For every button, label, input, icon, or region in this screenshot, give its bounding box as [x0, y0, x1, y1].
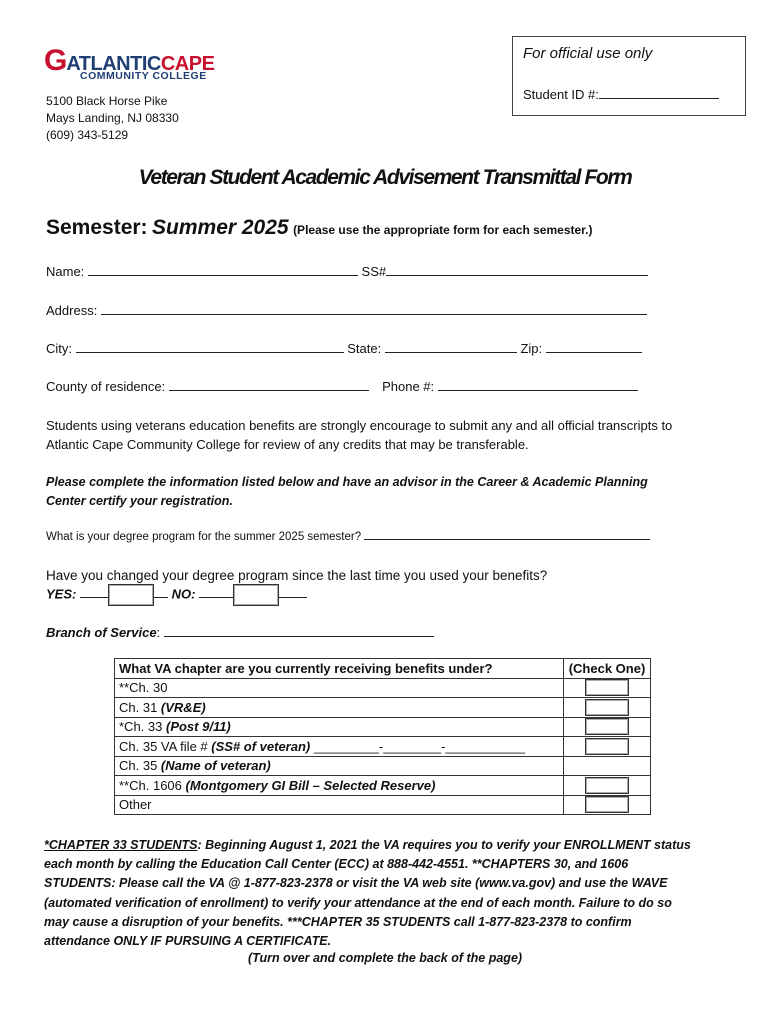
- no-line-left: [199, 597, 233, 598]
- instruction-line-1: Please complete the information listed below and have an advisor in the Career & Academic Planning: [46, 475, 648, 489]
- yes-line-right: [154, 597, 168, 598]
- yes-line-left: [80, 597, 108, 598]
- chapter-text: Ch. 31: [119, 699, 161, 715]
- chapter-note: (SS# of veteran): [211, 738, 311, 754]
- chapter-label: [115, 795, 564, 815]
- address-label: Address:: [46, 303, 98, 318]
- chapter-label: [115, 678, 564, 698]
- student-id-label: Student ID #:: [523, 87, 599, 102]
- chapter-label: [115, 737, 564, 757]
- table-row: [115, 776, 651, 796]
- check-header: (Check One): [564, 659, 651, 679]
- no-checkbox[interactable]: [233, 584, 279, 606]
- notice-line-5: may cause a disruption of your benefits. ***CHAPTER 35 STUDENTS call 1-877-823-2378 to confirm: [44, 914, 632, 929]
- chapter-label: [115, 776, 564, 796]
- ss-field[interactable]: [386, 275, 648, 276]
- county-label: County of residence:: [46, 379, 166, 394]
- student-id-field[interactable]: [599, 98, 719, 99]
- city-label: City:: [46, 341, 72, 356]
- chapter-note: (Post 9/11): [165, 719, 231, 735]
- chapter-checkbox[interactable]: [585, 699, 629, 716]
- chapter-note: (Montgomery GI Bill – Selected Reserve): [185, 777, 436, 793]
- official-use-box: [512, 36, 746, 116]
- chapter-label: [115, 698, 564, 718]
- address-row: [46, 303, 647, 318]
- address-city: Mays Landing, NJ 08330: [46, 111, 179, 125]
- check-cell: [564, 795, 651, 815]
- instruction-line-2: Center certify your registration.: [46, 494, 233, 508]
- table-row: [115, 698, 651, 718]
- chapter-text: **Ch. 30: [119, 680, 168, 696]
- zip-field[interactable]: [546, 352, 642, 353]
- table-row: [115, 717, 651, 737]
- chapter-checkbox[interactable]: [585, 777, 629, 794]
- transcripts-line-2: Atlantic Cape Community College for review of any credits that may be transferable.: [46, 437, 529, 452]
- city-field[interactable]: [76, 352, 344, 353]
- chapter-text: Other: [119, 797, 152, 813]
- transcripts-line-1: Students using veterans education benefits are strongly encourage to submit any and all official transcripts to: [46, 418, 673, 433]
- table-row: [115, 678, 651, 698]
- logo-subtitle: COMMUNITY COLLEGE: [80, 70, 207, 82]
- notice-text-1: : Beginning August 1, 2021 the VA requires you to verify your ENROLLMENT status: [197, 838, 691, 852]
- no-label: NO:: [171, 586, 196, 602]
- address-field[interactable]: [101, 314, 647, 315]
- notice-line-4: (automated verification of enrollment) to verify your attendance at the end of each month. Failure to do so: [44, 895, 672, 910]
- name-row: [46, 264, 648, 279]
- chapter-text: Ch. 35: [119, 758, 161, 774]
- notice-line-1: [44, 836, 691, 855]
- logo-name-b: CAPE: [160, 53, 215, 75]
- table-row: [115, 756, 651, 776]
- branch-label: Branch of Service: [46, 625, 157, 640]
- notice-line-2: each month by calling the Education Call Center (ECC) at 888-442-4551. **CHAPTERS 30, and 1606: [44, 857, 629, 872]
- table-header-row: [115, 659, 651, 679]
- college-logo: [44, 44, 214, 82]
- logo-letter: G: [44, 44, 67, 77]
- college-address: [46, 93, 179, 144]
- yes-label: YES:: [46, 586, 77, 602]
- yes-no-row: [46, 584, 307, 606]
- chapter-notice: [44, 836, 691, 951]
- address-street: 5100 Black Horse Pike: [46, 94, 168, 108]
- instruction-paragraph: [46, 473, 648, 511]
- table-row: [115, 737, 651, 757]
- changed-question: Have you changed your degree program since the last time you used your benefits?: [46, 568, 548, 583]
- chapter-checkbox[interactable]: [585, 796, 629, 813]
- official-use-title: For official use only: [523, 45, 653, 62]
- ss-label: SS#: [361, 264, 387, 279]
- semester-row: [46, 216, 593, 240]
- check-cell: [564, 698, 651, 718]
- table-row: [115, 795, 651, 815]
- branch-field[interactable]: [164, 636, 434, 637]
- logo-name-a: ATLANTIC: [66, 53, 161, 75]
- check-cell: [564, 756, 651, 776]
- phone-label: Phone #:: [382, 379, 435, 394]
- city-row: [46, 341, 642, 356]
- chapter-label: [115, 717, 564, 737]
- check-cell: [564, 678, 651, 698]
- check-cell: [564, 737, 651, 757]
- branch-row: [46, 625, 434, 640]
- notice-lead: *CHAPTER 33 STUDENTS: [44, 838, 198, 852]
- state-label: State:: [347, 341, 382, 356]
- name-field[interactable]: [88, 275, 358, 276]
- notice-line-3: STUDENTS: Please call the VA @ 1-877-823-2378 or visit the VA web site (www.va.gov) and use the WAVE: [44, 876, 668, 891]
- turn-over-note: (Turn over and complete the back of the page): [247, 951, 523, 965]
- yes-checkbox[interactable]: [108, 584, 154, 606]
- chapter-text: Ch. 35 VA file #: [119, 738, 212, 754]
- phone-field[interactable]: [438, 390, 638, 391]
- chapter-checkbox[interactable]: [585, 738, 629, 755]
- va-file-number-field[interactable]: _________-________-___________: [310, 738, 525, 754]
- no-line-right: [279, 597, 307, 598]
- chapter-checkbox[interactable]: [585, 679, 629, 696]
- branch-colon: :: [156, 625, 161, 640]
- county-row: [46, 379, 638, 394]
- check-cell: [564, 776, 651, 796]
- chapter-text: **Ch. 1606: [119, 777, 186, 793]
- semester-label: Semester:: [46, 216, 148, 239]
- chapter-checkbox[interactable]: [585, 718, 629, 735]
- table-header: What VA chapter are you currently receiving benefits under?: [115, 659, 564, 679]
- chapter-note: (VR&E): [160, 699, 206, 715]
- address-phone: (609) 343-5129: [46, 128, 129, 142]
- degree-field[interactable]: [364, 539, 650, 540]
- form-title: Veteran Student Academic Advisement Transmittal Form: [138, 166, 632, 189]
- chapter-text: *Ch. 33: [119, 719, 166, 735]
- semester-value: Summer 2025: [152, 216, 289, 239]
- transcripts-paragraph: [46, 416, 672, 454]
- check-cell: [564, 717, 651, 737]
- student-id-row: [523, 87, 719, 102]
- chapter-label: [115, 756, 564, 776]
- name-label: Name:: [46, 264, 85, 279]
- chapter-note: (Name of veteran): [160, 758, 271, 774]
- state-field[interactable]: [385, 352, 517, 353]
- semester-note: (Please use the appropriate form for each semester.): [293, 223, 593, 237]
- notice-line-6: attendance ONLY IF PURSUING A CERTIFICATE.: [44, 934, 332, 949]
- county-field[interactable]: [169, 390, 369, 391]
- va-chapter-table: [114, 658, 651, 815]
- degree-row: [46, 531, 650, 543]
- zip-label: Zip:: [520, 341, 543, 356]
- degree-question: What is your degree program for the summer 2025 semester?: [46, 531, 362, 543]
